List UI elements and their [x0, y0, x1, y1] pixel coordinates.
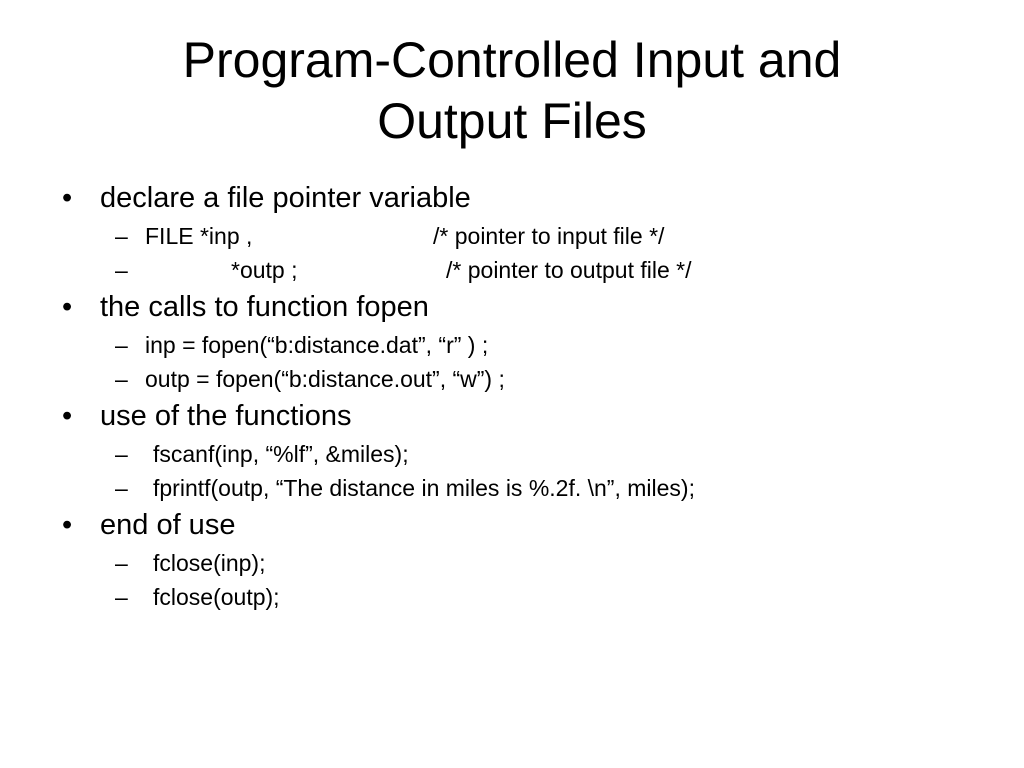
dash-symbol: –: [115, 223, 128, 249]
slide-title-line-2: Output Files: [377, 93, 647, 149]
sub-item-code: fprintf(outp, “The distance in miles is %.2f. \n”, miles);: [153, 475, 695, 501]
sub-item-code: FILE *inp ,: [145, 223, 253, 249]
sub-item-comment: /* pointer to output file */: [446, 257, 692, 283]
dash-symbol: –: [115, 332, 128, 358]
dash-symbol: –: [115, 366, 128, 392]
sub-item-code: fclose(outp);: [153, 584, 280, 610]
dash-symbol: –: [115, 257, 128, 283]
sub-item-code: outp = fopen(“b:distance.out”, “w”) ;: [145, 366, 505, 392]
sub-item-code: fscanf(inp, “%lf”, &miles);: [153, 441, 409, 467]
dash-symbol: –: [115, 441, 128, 467]
dash-symbol: –: [115, 475, 128, 501]
bullet-symbol: •: [62, 400, 73, 432]
bullet-symbol: •: [62, 182, 73, 214]
sub-item-code: fclose(inp);: [153, 550, 266, 576]
bullet-symbol: •: [62, 509, 73, 541]
bullet-text: the calls to function fopen: [100, 291, 429, 323]
bullet-symbol: •: [62, 291, 73, 323]
bullet-text: use of the functions: [100, 400, 352, 432]
sub-item-comment: /* pointer to input file */: [433, 223, 665, 249]
slide-title-line-1: Program-Controlled Input and: [182, 32, 842, 88]
bullet-text: declare a file pointer variable: [100, 182, 471, 214]
bullet-text: end of use: [100, 509, 236, 541]
dash-symbol: –: [115, 584, 128, 610]
sub-item-code: inp = fopen(“b:distance.dat”, “r” ) ;: [145, 332, 489, 358]
dash-symbol: –: [115, 550, 128, 576]
sub-item-code: *outp ;: [231, 257, 298, 283]
